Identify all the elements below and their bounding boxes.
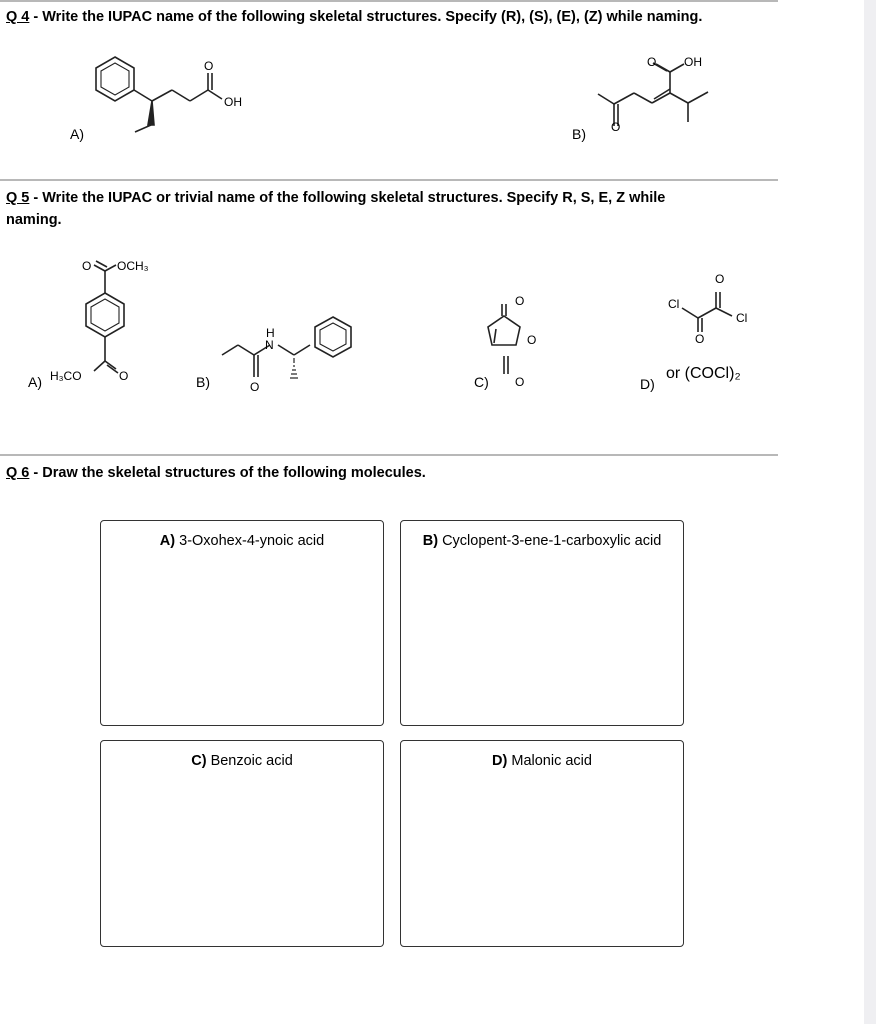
q5-d-chlorine-right: Cl xyxy=(736,311,748,325)
q5-c-oxygen-bottom: O xyxy=(515,375,525,389)
answer-box-d[interactable] xyxy=(400,740,684,947)
q6-heading xyxy=(6,465,426,481)
q5-c-oxygen-top: O xyxy=(515,294,525,308)
q5-a-label: A) xyxy=(28,374,42,390)
q5-number: Q 5 xyxy=(6,190,30,206)
q4-divider xyxy=(0,179,778,181)
answer-box-c[interactable] xyxy=(100,740,384,947)
q5-a-oxygen-top: O xyxy=(82,259,92,273)
q5-a-structure xyxy=(76,265,156,385)
q4-b-hydroxyl: OH xyxy=(684,55,702,69)
q6-prompt: - Draw the skeletal structures of the following molecules. xyxy=(29,465,426,481)
answer-box-a[interactable] xyxy=(100,520,384,726)
q5-c-oxygen-ring: O xyxy=(527,333,537,347)
q4-b-label: B) xyxy=(572,126,586,142)
q5-d-chlorine-left: Cl xyxy=(668,297,680,311)
answer-box-b-title: B) Cyclopent-3-ene-1-carboxylic acid xyxy=(422,533,662,549)
benzene-inner xyxy=(101,63,129,95)
q5-heading-line2: naming. xyxy=(6,212,62,228)
q5-d-label: D) xyxy=(640,376,655,392)
q5-d-structure xyxy=(680,280,760,350)
q5-b-hydrogen: H xyxy=(266,326,275,340)
top-rule xyxy=(0,0,778,2)
q5-d-oxygen-top: O xyxy=(715,272,725,286)
answer-box-c-title: C) Benzoic acid xyxy=(191,753,293,769)
q5-b-structure xyxy=(218,315,358,415)
q5-c-label: C) xyxy=(474,374,489,390)
wedge-bond xyxy=(148,101,154,125)
q4-a-label: A) xyxy=(70,126,84,142)
q5-b-label: B) xyxy=(196,374,210,390)
q5-b-oxygen: O xyxy=(250,380,260,394)
q5-a-oxygen-bottom: O xyxy=(119,369,129,383)
q4-b-oxygen-top: O xyxy=(647,55,657,69)
q4-number: Q 4 xyxy=(6,9,30,25)
q5-a-methoxy-top: OCH₃ xyxy=(117,259,149,273)
answer-box-a-title: A) 3-Oxohex-4-ynoic acid xyxy=(159,533,325,549)
q5-b-nitrogen: N xyxy=(265,338,274,352)
q4-a-oxygen: O xyxy=(204,59,214,73)
answer-box-b[interactable] xyxy=(400,520,684,726)
answer-box-d-title: D) Malonic acid xyxy=(492,753,592,769)
q5-divider xyxy=(0,454,778,456)
q5-heading xyxy=(6,190,665,206)
q4-b-oxygen-bottom: O xyxy=(611,120,621,134)
q6-number: Q 6 xyxy=(6,465,30,481)
q5-prompt-line1: - Write the IUPAC or trivial name of the following skeletal structures. Specify R, S, E, Z while xyxy=(29,190,666,206)
q5-a-methoxy-bottom: H₃CO xyxy=(50,369,82,383)
q4-a-hydroxyl: OH xyxy=(224,95,242,109)
q4-prompt: - Write the IUPAC name of the following skeletal structures. Specify (R), (S), (E), (Z) while naming. xyxy=(29,9,703,25)
right-edge-bar xyxy=(864,0,876,1024)
q5-d-oxygen-bottom: O xyxy=(695,332,705,346)
q5-d-alternative: or (COCl)₂ xyxy=(666,365,741,382)
q4-heading xyxy=(6,9,702,25)
